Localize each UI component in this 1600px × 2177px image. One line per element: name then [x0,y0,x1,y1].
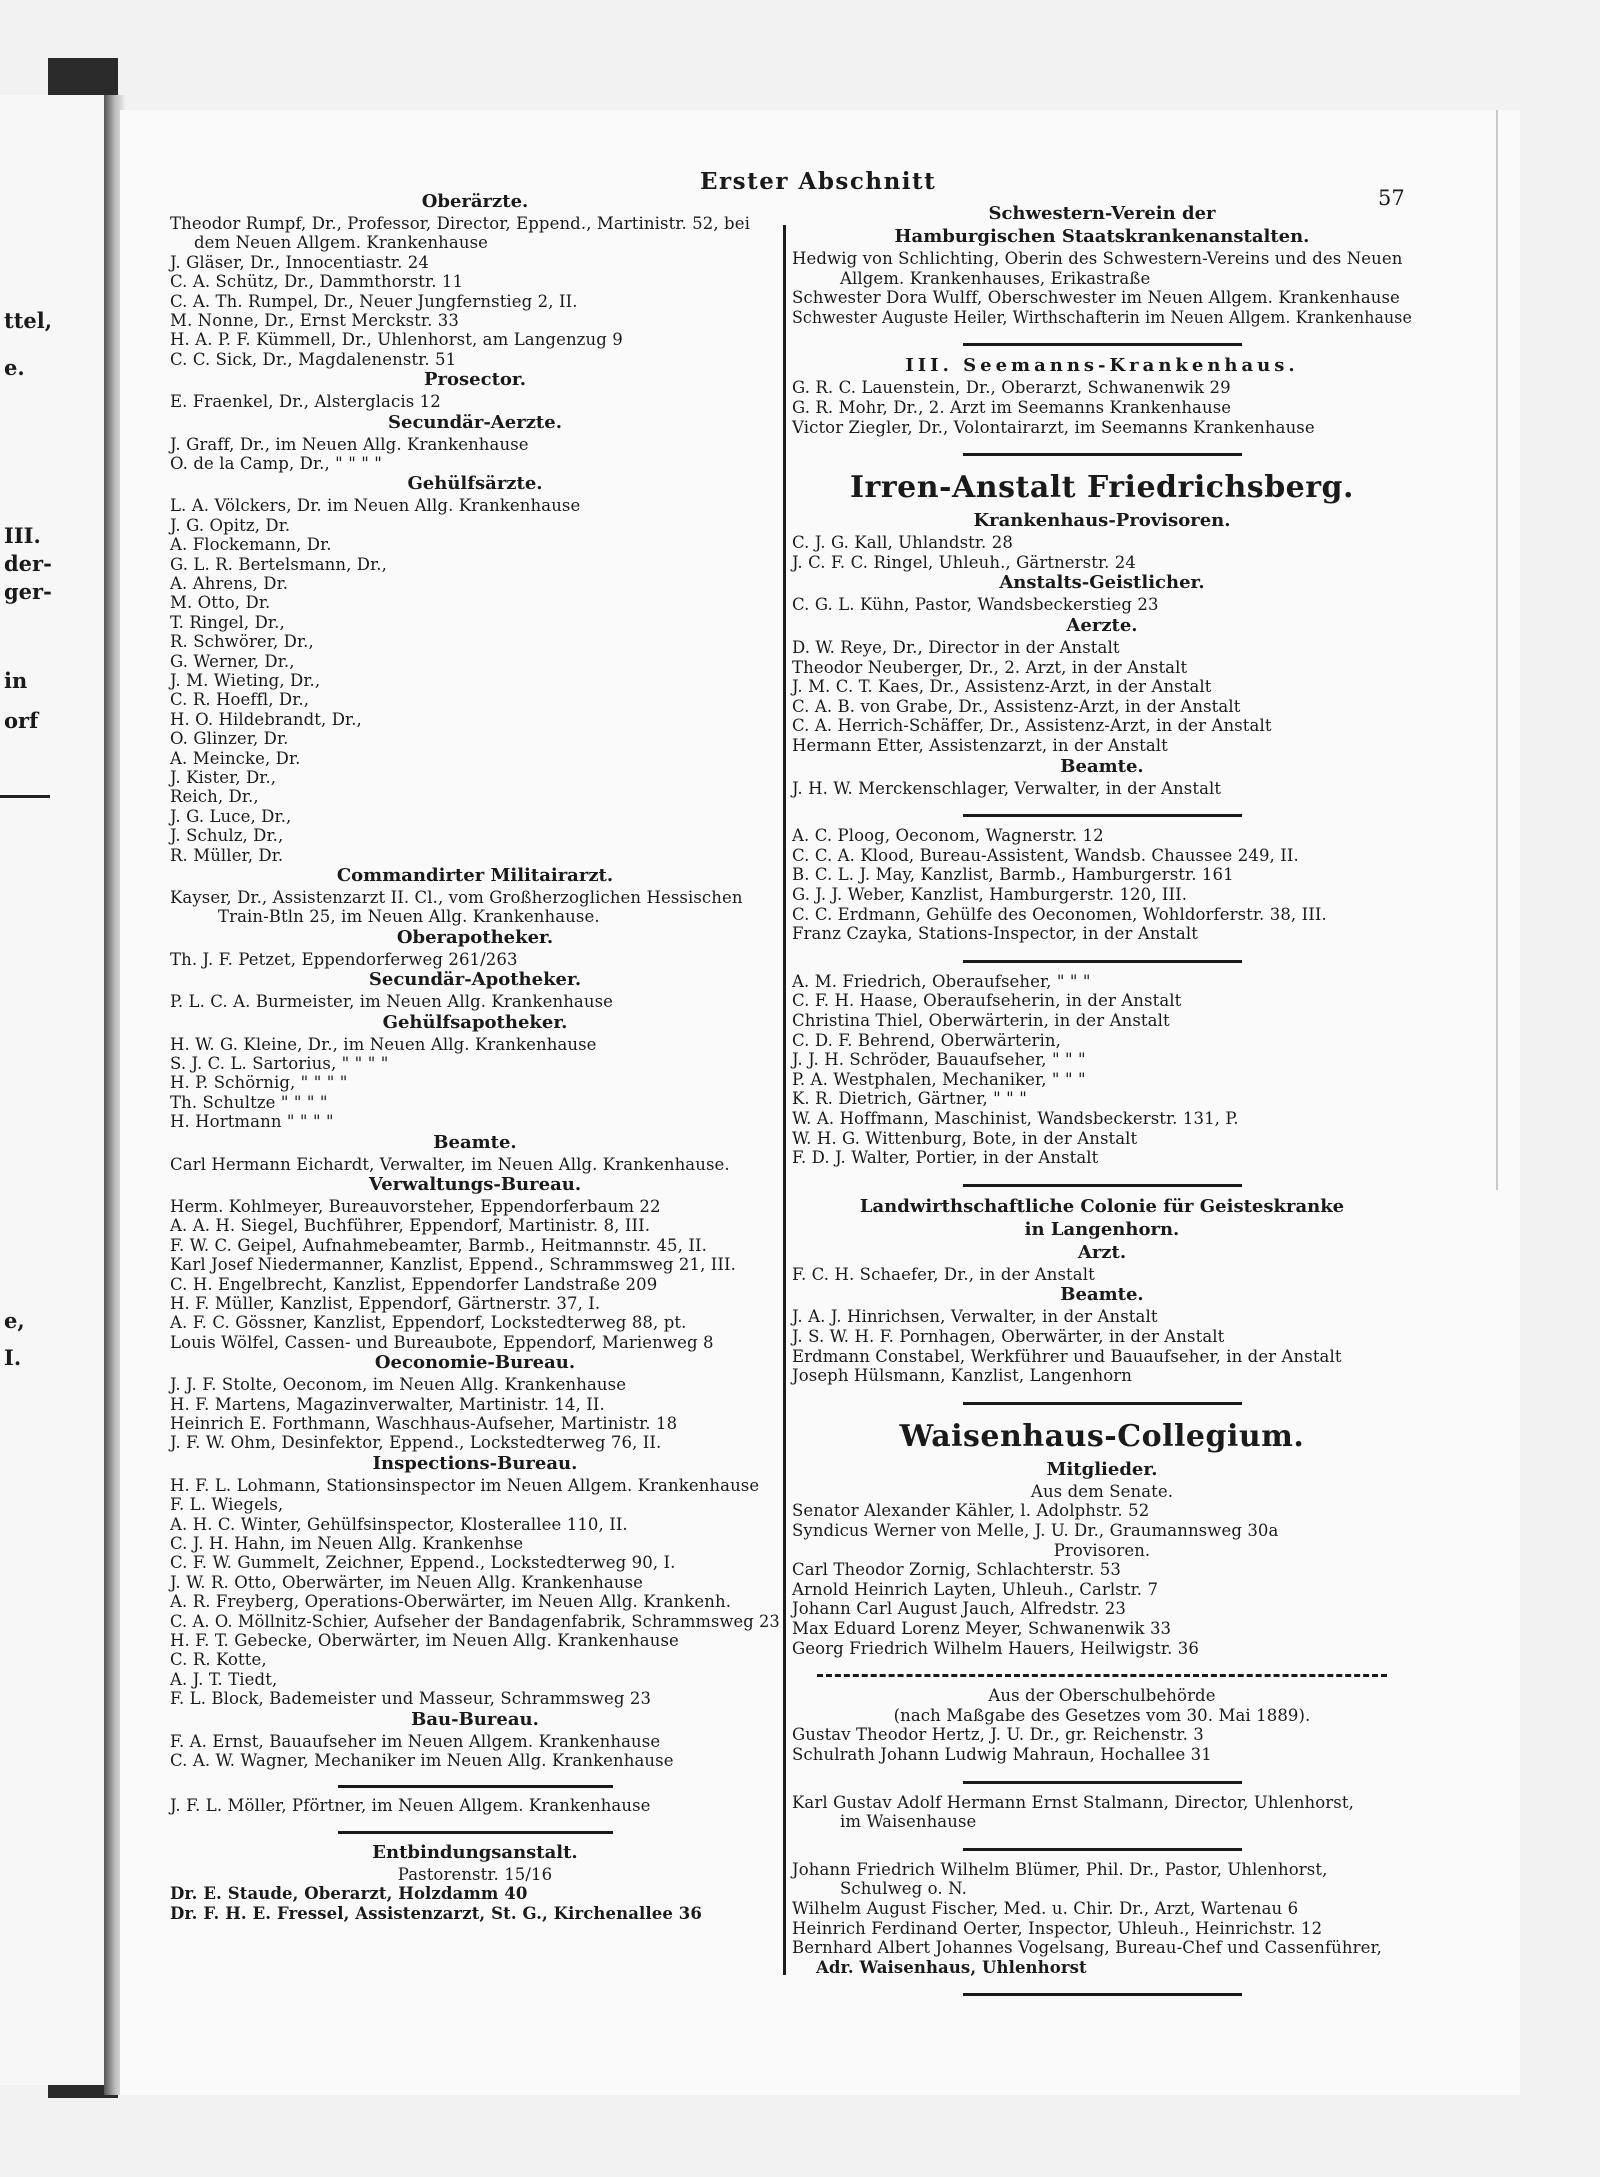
section-rule [963,1993,1242,1996]
previous-page-strip [0,95,104,2085]
directory-entry: C. C. A. Klood, Bureau-Assistent, Wandsb. Chaussee 249, II. [792,845,1299,865]
prev-fragment: ger- [4,579,52,604]
page-number: 57 [1378,186,1405,210]
section-heading: Mitglieder. [1046,1458,1158,1480]
directory-entry: C. C. Erdmann, Gehülfe des Oeconomen, Wohldorferstr. 38, III. [792,904,1327,924]
directory-entry: Th. Schultze " " " " [170,1092,328,1112]
section-heading: Beamte. [1060,755,1144,777]
section-heading: Commandirter Militairarzt. [336,865,614,886]
prev-fragment: e. [4,355,25,380]
prev-fragment: I. [4,1345,22,1370]
directory-entry: E. Fraenkel, Dr., Alsterglacis 12 [170,392,441,412]
directory-entry: C. A. Herrich-Schäffer, Dr., Assistenz-Arzt, in der Anstalt [792,716,1272,736]
directory-entry: C. D. F. Behrend, Oberwärterin, [792,1030,1061,1050]
directory-entry: Heinrich Ferdinand Oerter, Inspector, Uhleuh., Heinrichstr. 12 [792,1918,1323,1938]
directory-entry: dem Neuen Allgem. Krankenhause [194,233,489,253]
directory-entry: (nach Maßgabe des Gesetzes vom 30. Mai 1889). [893,1705,1311,1725]
directory-entry: Johann Friedrich Wilhelm Blümer, Phil. Dr., Pastor, Uhlenhorst, [792,1859,1328,1879]
directory-entry: A. R. Freyberg, Operations-Oberwärter, im Neuen Allg. Krankenh. [170,1592,732,1612]
directory-entry: Schwester Dora Wulff, Oberschwester im Neuen Allgem. Krankenhause [792,288,1400,308]
directory-entry: H. P. Schörnig, " " " " [170,1073,348,1093]
directory-entry: A. Ahrens, Dr. [170,574,289,593]
directory-entry: Aus der Oberschulbehörde [988,1686,1216,1706]
directory-entry: C. R. Hoeffl, Dr., [170,690,310,710]
directory-entry: Provisoren. [1053,1540,1151,1560]
section-rule [963,453,1242,456]
directory-entry: Adr. Waisenhaus, Uhlenhorst [816,1957,1087,1977]
section-heading: Gehülfsapotheker. [382,1011,568,1033]
section-heading: Landwirthschaftliche Colonie für Geisteskranke [859,1195,1345,1217]
section-heading: Verwaltungs-Bureau. [368,1174,582,1195]
section-heading: Anstalts-Geistlicher. [999,572,1205,594]
section-heading: Krankenhaus-Provisoren. [973,510,1231,532]
directory-entry: F. L. Block, Bademeister und Masseur, Schrammsweg 23 [170,1689,652,1709]
directory-entry: H. F. Müller, Kanzlist, Eppendorf, Gärtnerstr. 37, I. [170,1294,601,1313]
prev-fragment: ttel, [4,308,53,333]
section-heading: Beamte. [1060,1284,1144,1306]
directory-entry: H. W. G. Kleine, Dr., im Neuen Allg. Krankenhause [170,1034,597,1054]
page-edge-line [1496,110,1498,1190]
directory-entry: J. G. Opitz, Dr. [170,515,291,535]
directory-entry: W. H. G. Wittenburg, Bote, in der Anstalt [792,1128,1138,1148]
directory-entry: C. F. W. Gummelt, Zeichner, Eppend., Lockstedterweg 90, I. [170,1553,676,1573]
section-rule [338,1785,613,1788]
directory-entry: S. J. C. L. Sartorius, " " " " [170,1054,389,1073]
directory-entry: R. Müller, Dr. [170,845,284,865]
section-heading: Oeconomie-Bureau. [374,1352,576,1374]
directory-entry: Georg Friedrich Wilhelm Hauers, Heilwigstr. 36 [792,1638,1199,1658]
directory-entry: J. M. C. T. Kaes, Dr., Assistenz-Arzt, in der Anstalt [792,677,1212,697]
section-heading: Oberärzte. [421,191,529,212]
directory-entry: J. A. J. Hinrichsen, Verwalter, in der Anstalt [792,1307,1158,1327]
directory-entry: Arnold Heinrich Layten, Uhleuh., Carlstr. 7 [792,1579,1159,1599]
directory-entry: D. W. Reye, Dr., Director in der Anstalt [792,638,1120,657]
dashed-rule [817,1674,1387,1677]
directory-entry: J. Graff, Dr., im Neuen Allg. Krankenhause [170,434,529,454]
prev-fragment: III. [4,523,41,548]
directory-entry: im Waisenhause [840,1812,977,1832]
prev-fragment: der- [4,551,52,576]
directory-entry: W. A. Hoffmann, Maschinist, Wandsbeckerstr. 131, P. [792,1109,1239,1128]
directory-entry: Theodor Neuberger, Dr., 2. Arzt, in der Anstalt [792,657,1188,677]
section-heading: Gehülfsärzte. [407,473,543,495]
section-heading: III. Seemanns-Krankenhaus. [905,355,1299,377]
section-rule [963,960,1242,963]
institution-title: Irren-Anstalt Friedrichsberg. [850,470,1354,506]
prev-rule [0,795,50,798]
directory-entry: H. F. L. Lohmann, Stationsinspector im Neuen Allgem. Krankenhause [170,1475,760,1495]
directory-entry: G. L. R. Bertelsmann, Dr., [170,554,387,574]
directory-entry: Bernhard Albert Johannes Vogelsang, Bureau-Chef und Cassenführer, [792,1938,1383,1958]
directory-entry: G. R. C. Lauenstein, Dr., Oberarzt, Schwanenwik 29 [792,378,1231,398]
directory-entry: Schwester Auguste Heiler, Wirthschafterin im Neuen Allgem. Krankenhause [792,307,1412,327]
directory-entry: J. H. W. Merckenschlager, Verwalter, in der Anstalt [792,778,1222,798]
directory-entry: Christina Thiel, Oberwärterin, in der Anstalt [792,1011,1170,1030]
directory-entry: J. Kister, Dr., [170,768,277,787]
directory-entry: Carl Hermann Eichardt, Verwalter, im Neuen Allg. Krankenhause. [170,1154,730,1174]
directory-entry: H. Hortmann " " " " [170,1112,334,1132]
directory-entry: G. Werner, Dr., [170,651,295,671]
section-heading: Inspections-Bureau. [372,1452,578,1474]
section-heading: Oberapotheker. [396,926,554,948]
directory-entry: Reich, Dr., [170,787,259,807]
directory-entry: A. J. T. Tiedt, [170,1669,278,1689]
directory-entry: Th. J. F. Petzet, Eppendorferweg 261/263 [170,949,518,969]
directory-entry: J. F. L. Möller, Pförtner, im Neuen Allgem. Krankenhause [170,1796,651,1816]
section-heading: Bau-Bureau. [411,1708,539,1730]
directory-entry: Allgem. Krankenhauses, Erikastraße [840,268,1151,288]
section-heading: Hamburgischen Staatskrankenanstalten. [894,226,1310,247]
directory-entry: J. Schulz, Dr., [170,826,284,846]
section-heading: Beamte. [433,1131,517,1153]
directory-entry: C. F. H. Haase, Oberaufseherin, in der Anstalt [792,991,1182,1011]
directory-entry: C. J. H. Hahn, im Neuen Allg. Krankenhse [170,1534,524,1553]
directory-entry: J. W. R. Otto, Oberwärter, im Neuen Allg. Krankenhause [170,1572,644,1592]
directory-entry: C. C. Sick, Dr., Magdalenenstr. 51 [170,349,457,369]
prev-fragment: in [4,668,28,693]
prev-fragment: orf [4,708,39,733]
directory-entry: J. S. W. H. F. Pornhagen, Oberwärter, in der Anstalt [792,1327,1225,1346]
directory-entry: F. W. C. Geipel, Aufnahmebeamter, Barmb., Heitmannstr. 45, II. [170,1235,707,1255]
directory-entry: Pastorenstr. 15/16 [397,1864,553,1884]
directory-entry: Louis Wölfel, Cassen- und Bureaubote, Eppendorf, Marienweg 8 [170,1332,714,1352]
directory-entry: C. A. B. von Grabe, Dr., Assistenz-Arzt, in der Anstalt [792,696,1241,716]
directory-entry: C. A. O. Möllnitz-Schier, Aufseher der Bandagenfabrik, Schrammsweg 23 [170,1611,780,1631]
directory-entry: F. A. Ernst, Bauaufseher im Neuen Allgem. Krankenhause [170,1731,661,1751]
directory-entry: P. L. C. A. Burmeister, im Neuen Allg. Krankenhause [170,992,614,1012]
directory-entry: J. F. W. Ohm, Desinfektor, Eppend., Lockstedterweg 76, II. [170,1433,662,1453]
directory-entry: A. A. H. Siegel, Buchführer, Eppendorf, Martinistr. 8, III. [170,1216,651,1236]
directory-entry: C. A. Schütz, Dr., Dammthorstr. 11 [170,272,464,292]
section-heading: Aerzte. [1066,615,1138,636]
section-heading: Secundär-Apotheker. [368,969,582,991]
directory-entry: C. A. Th. Rumpel, Dr., Neuer Jungfernstieg 2, II. [170,291,578,311]
directory-entry: Wilhelm August Fischer, Med. u. Chir. Dr., Arzt, Wartenau 6 [792,1899,1299,1918]
running-head: Erster Abschnitt [700,168,937,195]
column-divider [783,225,786,1975]
directory-entry: R. Schwörer, Dr., [170,632,314,652]
directory-entry: J. C. F. C. Ringel, Uhleuh., Gärtnerstr. 24 [792,552,1136,572]
section-rule [963,1402,1242,1405]
directory-entry: A. M. Friedrich, Oberaufseher, " " " [792,971,1091,991]
directory-entry: J. Gläser, Dr., Innocentiastr. 24 [170,252,429,272]
directory-entry: Victor Ziegler, Dr., Volontairarzt, im Seemanns Krankenhause [792,417,1315,437]
directory-entry: L. A. Völckers, Dr. im Neuen Allg. Krankenhause [170,496,581,516]
directory-entry: O. Glinzer, Dr. [170,729,289,749]
section-heading: Secundär-Aerzte. [388,411,562,433]
directory-entry: Train-Btln 25, im Neuen Allg. Krankenhause. [218,907,600,927]
directory-entry: H. A. P. F. Kümmell, Dr., Uhlenhorst, am Langenzug 9 [170,330,623,350]
directory-entry: A. Meincke, Dr. [170,748,301,768]
directory-entry: B. C. L. J. May, Kanzlist, Barmb., Hamburgerstr. 161 [792,865,1234,885]
directory-entry: Karl Gustav Adolf Hermann Ernst Stalmann, Director, Uhlenhorst, [792,1792,1354,1812]
directory-entry: F. C. H. Schaefer, Dr., in der Anstalt [792,1264,1095,1284]
section-heading: in Langenhorn. [1024,1218,1180,1240]
directory-entry: O. de la Camp, Dr., " " " " [170,454,382,473]
directory-entry: M. Otto, Dr. [170,593,271,613]
directory-entry: P. A. Westphalen, Mechaniker, " " " [792,1069,1086,1089]
directory-entry: Hermann Etter, Assistenzarzt, in der Anstalt [792,736,1168,755]
section-rule [963,1184,1242,1187]
directory-entry: Syndicus Werner von Melle, J. U. Dr., Graumannsweg 30a [792,1521,1279,1540]
directory-entry: J. J. F. Stolte, Oeconom, im Neuen Allg. Krankenhause [170,1375,627,1395]
directory-entry: Franz Czayka, Stations-Inspector, in der Anstalt [792,924,1198,944]
directory-entry: C. H. Engelbrecht, Kanzlist, Eppendorfer Landstraße 209 [170,1274,658,1294]
directory-entry: C. G. L. Kühn, Pastor, Wandsbeckerstieg 23 [792,595,1159,615]
section-rule [963,1781,1242,1784]
directory-entry: Joseph Hülsmann, Kanzlist, Langenhorn [792,1366,1132,1386]
directory-entry: Schulweg o. N. [840,1879,967,1899]
directory-entry: Senator Alexander Kähler, l. Adolphstr. 52 [792,1501,1150,1521]
directory-entry: A. C. Ploog, Oeconom, Wagnerstr. 12 [792,826,1104,846]
section-heading: Schwestern-Verein der [988,203,1216,224]
directory-entry: J. G. Luce, Dr., [170,806,292,826]
directory-entry: A. F. C. Gössner, Kanzlist, Eppendorf, Lockstedterweg 88, pt. [170,1313,687,1333]
directory-entry: Dr. F. H. E. Fressel, Assistenzarzt, St. G., Kirchenallee 36 [170,1903,702,1923]
directory-entry: Theodor Rumpf, Dr., Professor, Director, Eppend., Martinistr. 52, bei [170,214,750,233]
section-heading: Entbindungsanstalt. [372,1841,578,1863]
directory-entry: Heinrich E. Forthmann, Waschhaus-Aufseher, Martinistr. 18 [170,1414,678,1433]
directory-entry: Gustav Theodor Hertz, J. U. Dr., gr. Reichenstr. 3 [792,1725,1204,1745]
directory-entry: Erdmann Constabel, Werkführer und Bauaufseher, in der Anstalt [792,1346,1342,1366]
directory-entry: Schulrath Johann Ludwig Mahraun, Hochallee 31 [792,1745,1212,1764]
section-rule [963,814,1242,817]
section-heading: Prosector. [424,369,526,391]
directory-entry: C. A. W. Wagner, Mechaniker im Neuen Allg. Krankenhause [170,1751,674,1770]
directory-entry: Karl Josef Niedermanner, Kanzlist, Eppend., Schrammsweg 21, III. [170,1255,736,1275]
directory-entry: Hedwig von Schlichting, Oberin des Schwestern-Vereins und des Neuen [792,249,1403,268]
directory-entry: G. R. Mohr, Dr., 2. Arzt im Seemanns Krankenhause [792,398,1232,417]
directory-entry: C. R. Kotte, [170,1650,267,1670]
directory-entry: Herm. Kohlmeyer, Bureauvorsteher, Eppendorferbaum 22 [170,1197,661,1216]
directory-entry: H. O. Hildebrandt, Dr., [170,709,362,729]
directory-entry: J. J. H. Schröder, Bauaufseher, " " " [792,1050,1086,1070]
directory-entry: K. R. Dietrich, Gärtner, " " " [792,1089,1027,1109]
section-heading: Arzt. [1077,1241,1127,1263]
directory-entry: F. D. J. Walter, Portier, in der Anstalt [792,1148,1099,1168]
prev-fragment: e, [4,1308,25,1333]
directory-entry: A. H. C. Winter, Gehülfsinspector, Klosterallee 110, II. [170,1514,628,1534]
section-rule [338,1831,613,1834]
section-rule [963,343,1242,346]
directory-entry: A. Flockemann, Dr. [170,535,332,555]
directory-entry: Kayser, Dr., Assistenzarzt II. Cl., vom Großherzoglichen Hessischen [170,888,743,907]
directory-entry: Carl Theodor Zornig, Schlachterstr. 53 [792,1560,1121,1580]
directory-entry: F. L. Wiegels, [170,1495,284,1515]
directory-entry: H. F. T. Gebecke, Oberwärter, im Neuen Allg. Krankenhause [170,1631,679,1650]
directory-entry: M. Nonne, Dr., Ernst Merckstr. 33 [170,311,459,330]
directory-entry: Dr. E. Staude, Oberarzt, Holzdamm 40 [170,1884,528,1904]
directory-entry: C. J. G. Kall, Uhlandstr. 28 [792,533,1013,553]
section-rule [963,1848,1242,1851]
directory-entry: Johann Carl August Jauch, Alfredstr. 23 [792,1599,1126,1619]
directory-entry: T. Ringel, Dr., [170,612,285,632]
directory-entry: H. F. Martens, Magazinverwalter, Martinistr. 14, II. [170,1394,605,1414]
directory-entry: G. J. J. Weber, Kanzlist, Hamburgerstr. 120, III. [792,885,1188,904]
directory-entry: Max Eduard Lorenz Meyer, Schwanenwik 33 [792,1619,1172,1638]
institution-title: Waisenhaus-Collegium. [899,1418,1305,1454]
directory-entry: Aus dem Senate. [1030,1481,1174,1501]
directory-entry: J. M. Wieting, Dr., [170,671,321,690]
